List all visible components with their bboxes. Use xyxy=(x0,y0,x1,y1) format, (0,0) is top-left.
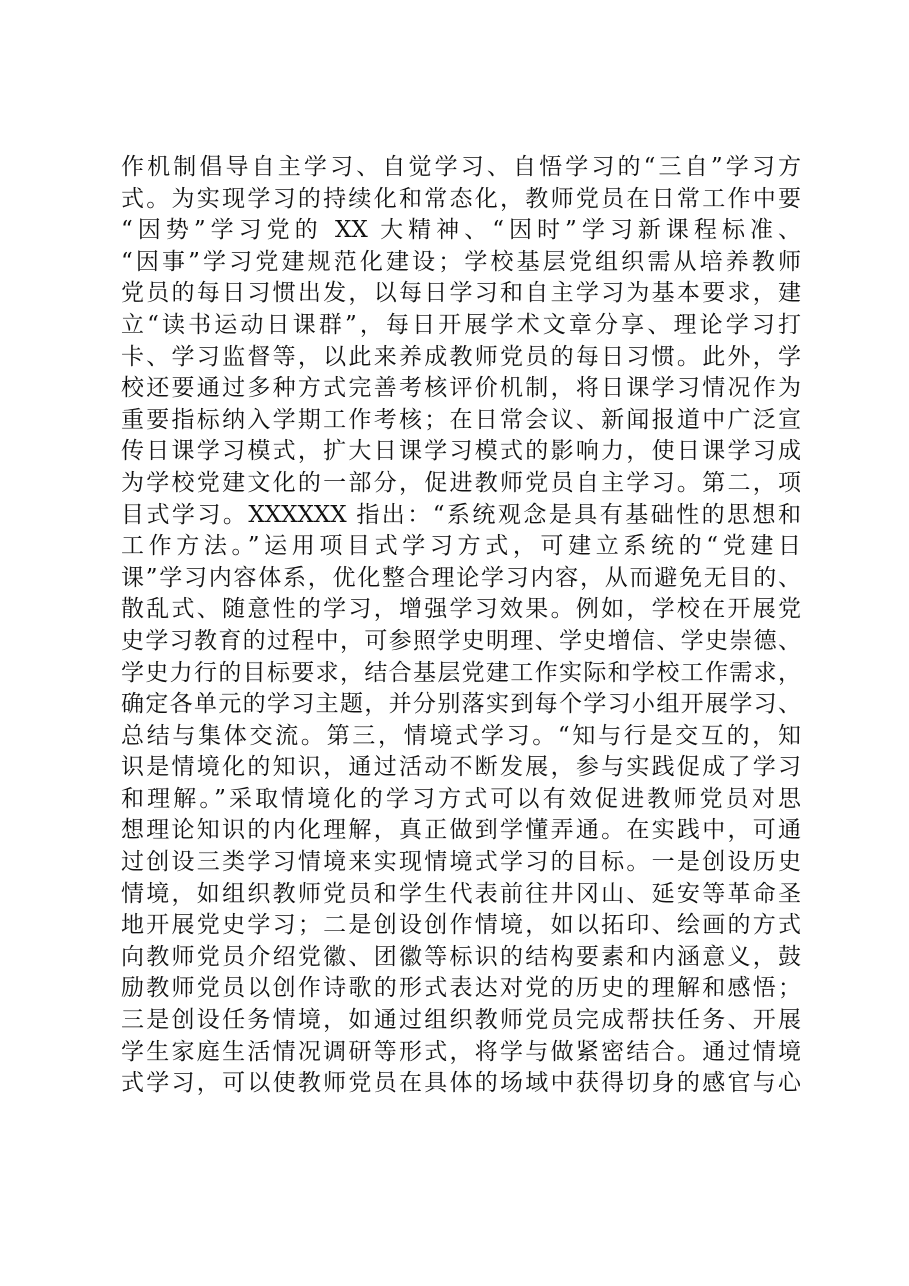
text-line: 为学校党建文化的一部分，促进教师党员自主学习。第二，项 xyxy=(121,469,801,496)
text-line: 重要指标纳入学期工作考核；在日常会议、新闻报道中广泛宣 xyxy=(121,406,801,433)
text-line: 和理解。”采取情境化的学习方式可以有效促进教师党员对思 xyxy=(121,785,801,812)
text-line: 卡、学习监督等，以此来养成教师党员的每日习惯。此外，学 xyxy=(121,343,801,370)
text-line: 课”学习内容体系，优化整合理论学习内容，从而避免无目的、 xyxy=(121,564,801,591)
text-line: 史学习教育的过程中，可参照学史明理、学史增信、学史崇德、 xyxy=(121,627,801,654)
text-line: 党员的每日习惯出发，以每日学习和自主学习为基本要求，建 xyxy=(121,280,801,307)
text-line: 式学习，可以使教师党员在具体的场域中获得切身的感官与心 xyxy=(121,1070,801,1097)
text-line: 学生家庭生活情况调研等形式，将学与做紧密结合。通过情境 xyxy=(121,1038,801,1065)
text-line: “因事”学习党建规范化建设；学校基层党组织需从培养教师 xyxy=(121,248,801,275)
text-line: 散乱式、随意性的学习，增强学习效果。例如，学校在开展党 xyxy=(121,596,801,623)
body-text xyxy=(121,152,801,1100)
text-line: 传日课学习模式，扩大日课学习模式的影响力，使日课学习成 xyxy=(121,438,801,465)
text-line: 确定各单元的学习主题，并分别落实到每个学习小组开展学习、 xyxy=(121,691,801,718)
text-line: 地开展党史学习；二是创设创作情境，如以拓印、绘画的方式 xyxy=(121,912,801,939)
text-line: 励教师党员以创作诗歌的形式表达对党的历史的理解和感悟； xyxy=(121,975,801,1002)
text-line: 学史力行的目标要求，结合基层党建工作实际和学校工作需求， xyxy=(121,659,801,686)
text-line: 式。为实现学习的持续化和常态化，教师党员在日常工作中要 xyxy=(121,185,801,212)
text-line: 三是创设任务情境，如通过组织教师党员完成帮扶任务、开展 xyxy=(121,1007,801,1034)
text-line: 向教师党员介绍党徽、团徽等标识的结构要素和内涵意义，鼓 xyxy=(121,943,801,970)
text-line: 立“读书运动日课群”，每日开展学术文章分享、理论学习打 xyxy=(121,311,801,338)
text-line: 工作方法。”运用项目式学习方式，可建立系统的“党建日 xyxy=(121,533,801,560)
text-line: 想理论知识的内化理解，真正做到学懂弄通。在实践中，可通 xyxy=(121,817,801,844)
text-line: 过创设三类学习情境来实现情境式学习的目标。一是创设历史 xyxy=(121,849,801,876)
text-line: 情境，如组织教师党员和学生代表前往井冈山、延安等革命圣 xyxy=(121,880,801,907)
text-line: 总结与集体交流。第三，情境式学习。“知与行是交互的，知 xyxy=(121,722,801,749)
text-line: 作机制倡导自主学习、自觉学习、自悟学习的“三自”学习方 xyxy=(121,154,801,180)
text-line: 目式学习。XXXXXX 指出：“系统观念是具有基础性的思想和 xyxy=(121,501,801,528)
text-line: 校还要通过多种方式完善考核评价机制，将日课学习情况作为 xyxy=(121,375,801,402)
text-line: 识是情境化的知识，通过活动不断发展，参与实践促成了学习 xyxy=(121,754,801,781)
text-line: “因势”学习党的 XX 大精神、“因时”学习新课程标准、 xyxy=(121,217,801,244)
